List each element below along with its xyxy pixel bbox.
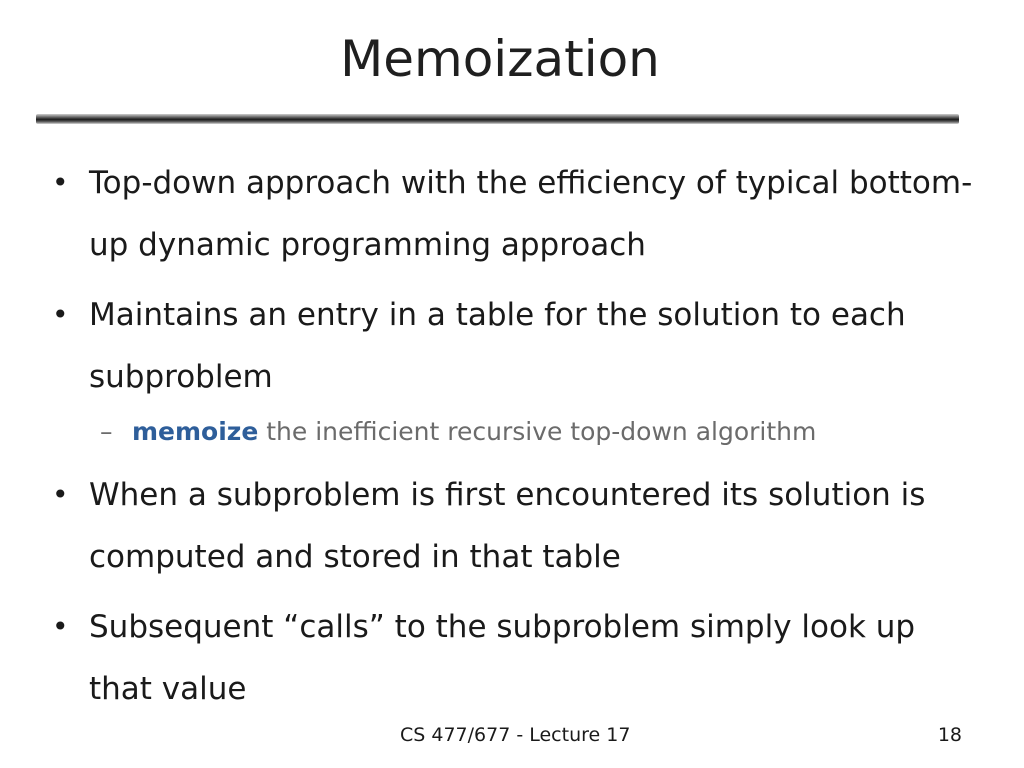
bullet-text: Maintains an entry in a table for the solution to each subproblem [89,297,906,395]
page-number: 18 [937,724,962,746]
bullet-text: Top-down approach with the efficiency of typical bottom-up dynamic programming approach [89,165,973,263]
bullet-icon: • [52,166,69,199]
bullet-list [52,152,982,728]
bullet-item [52,152,982,276]
bullet-item [52,596,982,720]
bullet-item [52,284,982,408]
bullet-icon: • [52,610,69,643]
dash-icon: – [100,417,113,446]
slide-footer: CS 477/677 - Lecture 17 [400,724,631,746]
sub-bullet-keyword: memoize [132,417,259,446]
title-divider [36,114,959,124]
bullet-icon: • [52,478,69,511]
slide-title: Memoization [340,30,660,88]
bullet-item [52,464,982,588]
bullet-text: Subsequent “calls” to the subproblem simply look up that value [89,609,916,707]
sub-bullet-item [52,412,982,452]
bullet-icon: • [52,298,69,331]
sub-bullet-text: the inefficient recursive top-down algorithm [258,417,817,446]
bullet-text: When a subproblem is first encountered its solution is computed and stored in that table [89,477,926,575]
